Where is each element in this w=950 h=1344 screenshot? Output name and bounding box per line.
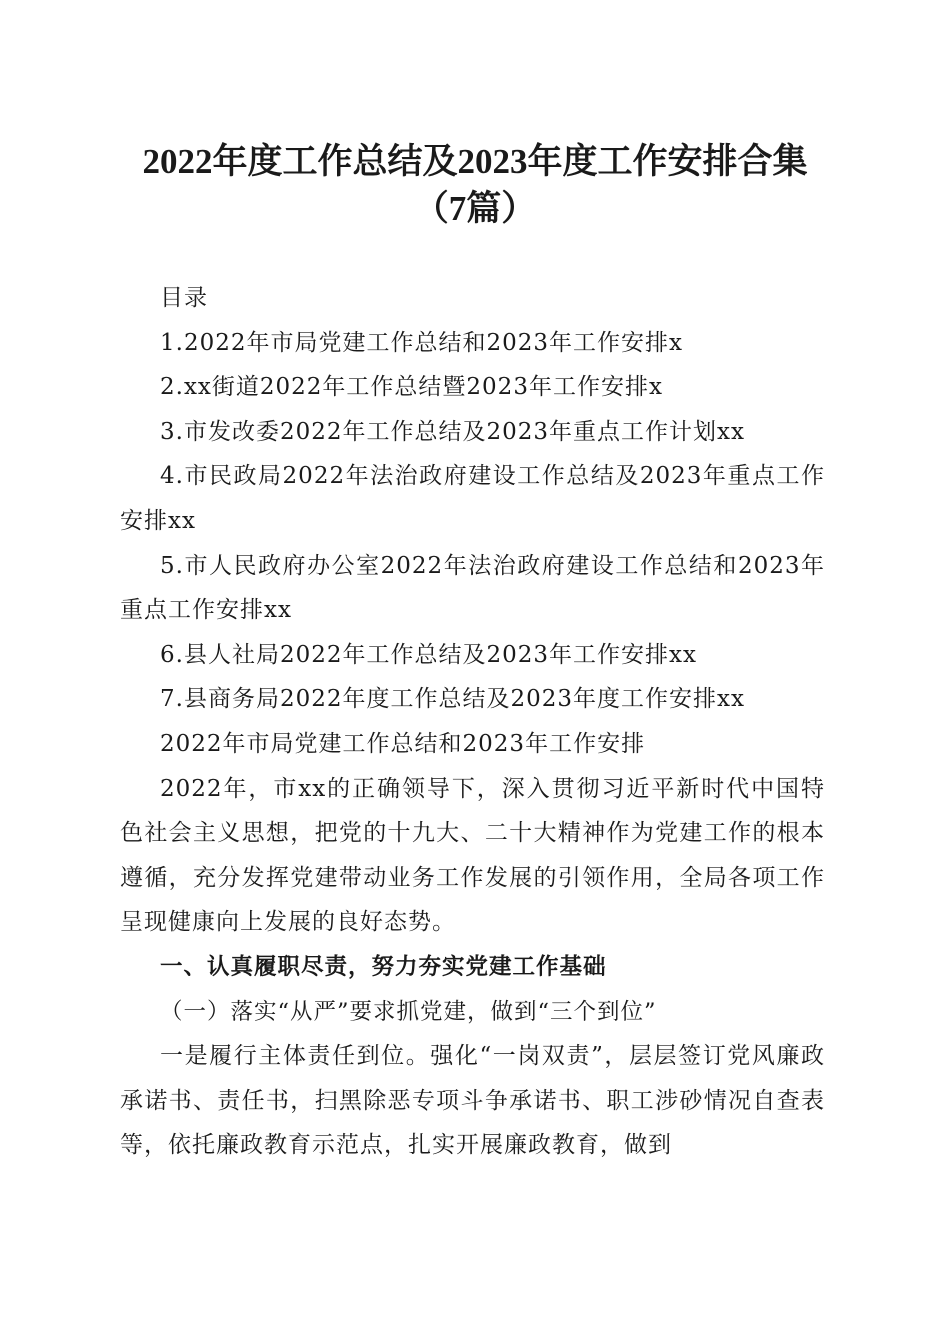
toc-item-1: 1.2022年市局党建工作总结和2023年工作安排x: [160, 329, 683, 356]
body-paragraph-1: 一是履行主体责任到位。强化“一岗双责”，层层签订党风廉政承诺书、责任书，扫黑除恶专项斗争承诺书、职工涉砂情况自查表等，依托廉政教育示范点，扎实开展廉政教育，做到: [120, 1043, 825, 1159]
article-title: 2022年市局党建工作总结和2023年工作安排: [160, 730, 646, 757]
title-line-1: 2022年度工作总结及2023年度工作安排合集: [142, 142, 808, 181]
toc-heading: 目录: [160, 285, 208, 311]
toc-item-4: 4.市民政局2022年法治政府建设工作总结及2023年重点工作安排xx: [120, 463, 825, 534]
toc-item-6: 6.县人社局2022年工作总结及2023年工作安排xx: [160, 641, 697, 668]
toc-item-7: 7.县商务局2022年度工作总结及2023年度工作安排xx: [160, 686, 745, 713]
document-body: [120, 276, 825, 1168]
toc-item-3: 3.市发改委2022年工作总结及2023年重点工作计划xx: [160, 418, 745, 445]
toc-item-2: 2.xx街道2022年工作总结暨2023年工作安排x: [160, 374, 663, 401]
intro-paragraph: 2022年，市xx的正确领导下，深入贯彻习近平新时代中国特色社会主义思想，把党的十九大、二十大精神作为党建工作的根本遵循，充分发挥党建带动业务工作发展的引领作用，全局各项工作呈现健康向上发展的良好态势。: [120, 775, 825, 936]
title-line-2: （7篇）: [413, 189, 537, 228]
toc-item-5: 5.市人民政府办公室2022年法治政府建设工作总结和2023年重点工作安排xx: [120, 552, 825, 624]
subsection-heading-1: （一）落实“从严”要求抓党建，做到“三个到位”: [160, 998, 657, 1025]
document-title: [60, 138, 890, 232]
section-heading-1: 一、认真履职尽责，努力夯实党建工作基础: [160, 953, 607, 980]
